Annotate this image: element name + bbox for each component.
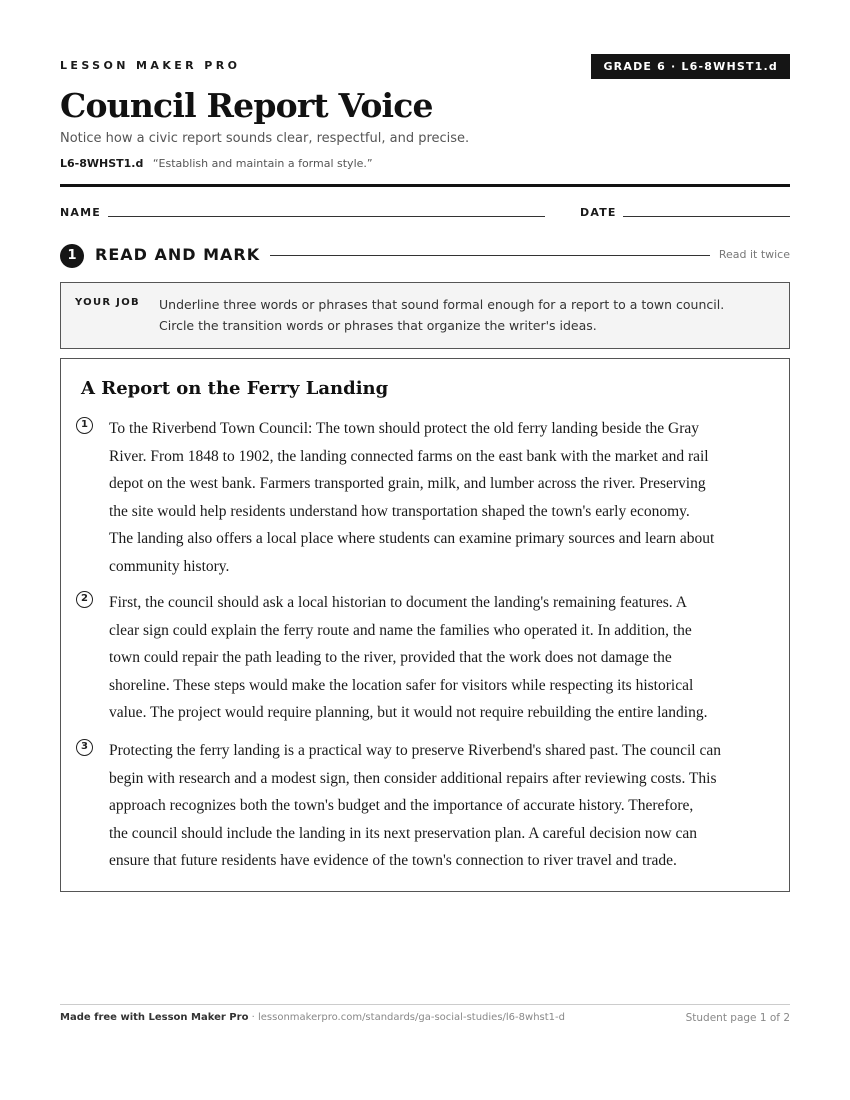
section-divider bbox=[270, 255, 710, 256]
worksheet-page bbox=[60, 0, 790, 1100]
paragraph-line: town could repair the path leading to the river, provided that the work does not damage the bbox=[109, 649, 672, 666]
date-field[interactable] bbox=[623, 216, 790, 217]
paragraph-line: shoreline. These steps would make the location safer for visitors while respecting its historical bbox=[109, 676, 694, 694]
name-label: NAME bbox=[60, 206, 101, 219]
paragraph-text bbox=[109, 737, 777, 875]
paragraph-line: the site would help residents understand how transportation shaped the town's early economy. bbox=[109, 502, 690, 520]
brand-name: LESSON MAKER PRO bbox=[60, 59, 241, 72]
standard-quote: “Establish and maintain a formal style.” bbox=[152, 157, 373, 170]
section-number-badge: 1 bbox=[60, 244, 84, 268]
standard-line bbox=[60, 157, 373, 170]
paragraph-line: The landing also offers a local place where students can examine primary sources and learn about bbox=[109, 530, 715, 547]
instruction-line: Circle the transition words or phrases that organize the writer's ideas. bbox=[159, 318, 597, 333]
instruction-line: Underline three words or phrases that sound formal enough for a report to a town council. bbox=[159, 297, 725, 312]
standard-code: L6-8WHST1.d bbox=[60, 157, 144, 170]
passage-box bbox=[60, 358, 790, 892]
name-field[interactable] bbox=[108, 216, 545, 217]
paragraph-line: clear sign could explain the ferry route and name the families who operated it. In addition, the bbox=[109, 621, 692, 639]
your-job-label: YOUR JOB bbox=[75, 297, 140, 308]
paragraph-line: community history. bbox=[109, 557, 230, 575]
your-job-instructions bbox=[159, 294, 779, 336]
your-job-box bbox=[60, 282, 790, 349]
footer-divider bbox=[60, 1004, 790, 1005]
paragraph-line: approach recognizes both the town's budget and the importance of accurate history. Therefore, bbox=[109, 797, 694, 814]
paragraph-line: Protecting the ferry landing is a practical way to preserve Riverbend's shared past. The council can bbox=[109, 742, 721, 759]
paragraph-line: ensure that future residents have evidence of the town's connection to river travel and trade. bbox=[109, 852, 677, 869]
paragraph-text bbox=[109, 589, 777, 727]
paragraph-number-badge: 2 bbox=[76, 591, 93, 608]
section-note: Read it twice bbox=[718, 248, 790, 261]
paragraph-number-badge: 3 bbox=[76, 739, 93, 756]
paragraph-line: the council should include the landing in its next preservation plan. A careful decision now can bbox=[109, 824, 697, 842]
date-label: DATE bbox=[580, 206, 617, 219]
paragraph-line: value. The project would require planning, but it would not require rebuilding the entire landing. bbox=[109, 704, 708, 721]
paragraph-number-badge: 1 bbox=[76, 417, 93, 434]
paragraph-line: To the Riverbend Town Council: The town should protect the old ferry landing beside the Gray bbox=[109, 420, 700, 437]
passage-title: A Report on the Ferry Landing bbox=[81, 378, 389, 399]
paragraph-line: River. From 1848 to 1902, the landing connected farms on the east bank with the market and rail bbox=[109, 447, 709, 465]
page-subtitle: Notice how a civic report sounds clear, respectful, and precise. bbox=[60, 131, 470, 146]
section-title: READ AND MARK bbox=[95, 245, 261, 264]
footer-url[interactable]: · lessonmakerpro.com/standards/ga-social-studies/l6-8whst1-d bbox=[248, 1012, 565, 1023]
footer-made-with: Made free with Lesson Maker Pro bbox=[60, 1012, 249, 1023]
header-divider bbox=[60, 184, 790, 187]
footer-page-number: Student page 1 of 2 bbox=[685, 1012, 790, 1024]
paragraph-text bbox=[109, 415, 777, 580]
paragraph-line: begin with research and a modest sign, then consider additional repairs after reviewing costs. This bbox=[109, 769, 717, 787]
grade-badge: GRADE 6 · L6-8WHST1.d bbox=[591, 54, 790, 79]
footer-credit bbox=[60, 1012, 565, 1023]
page-title: Council Report Voice bbox=[60, 86, 433, 125]
paragraph-line: First, the council should ask a local historian to document the landing's remaining features. A bbox=[109, 594, 687, 611]
paragraph-line: depot on the west bank. Farmers transported grain, milk, and lumber across the river. Preserving bbox=[109, 475, 706, 492]
